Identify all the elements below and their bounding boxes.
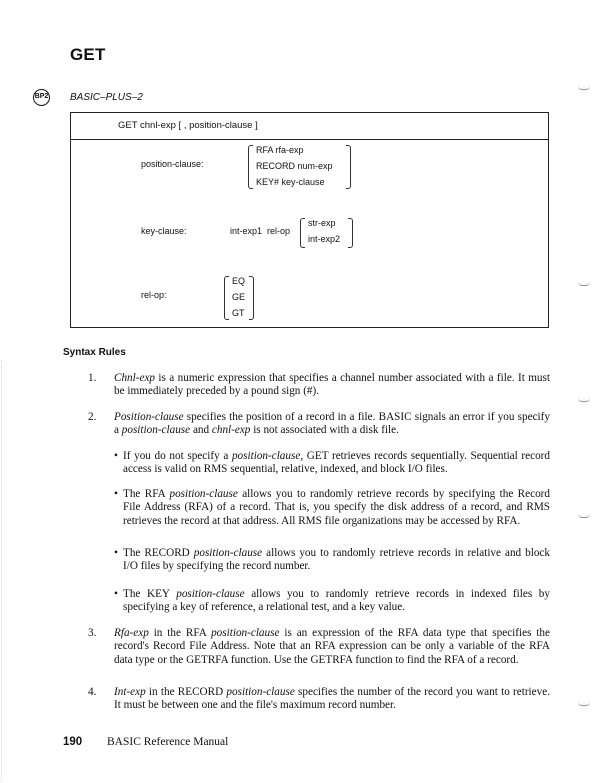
rule-text: Position-clause specifies the position of a record in a file. BASIC signals an error if you specify a position-clause and chnl-exp is not associated with a disk file. xyxy=(114,411,550,437)
left-brace-icon xyxy=(300,218,305,248)
rule-2-bullet-3 xyxy=(114,547,550,574)
rule-text: Rfa-exp in the RFA position-clause is an expression of the RFA data type that specifies the record's Record File Address. Note that an RFA expression can be only a variable of the RFA data type or the GETRFA function. Use the GETRFA function to find the RFA of a record. xyxy=(114,627,550,666)
syntax-format: GET chnl-exp [ , position-clause ] xyxy=(118,120,258,131)
option: str-exp xyxy=(308,218,336,228)
rule-2-bullet-1 xyxy=(114,450,550,477)
dialect-name: BASIC–PLUS–2 xyxy=(70,92,143,103)
option: RFA rfa-exp xyxy=(256,145,304,155)
rule-text: Int-exp in the RECORD position-clause specifies the number of the record you want to retrieve. It must be between one and the file's maximum record number. xyxy=(114,686,550,712)
left-brace-icon xyxy=(248,145,253,189)
key-clause-prefix: int-exp1 rel-op xyxy=(230,226,291,236)
margin-mark xyxy=(578,514,590,518)
key-clause-label: key-clause: xyxy=(141,226,187,236)
rule-2-bullet-2 xyxy=(114,488,550,528)
margin-mark xyxy=(578,86,590,90)
position-clause-label: position-clause: xyxy=(141,159,204,169)
option: EQ xyxy=(232,276,246,286)
scan-edge-artifact xyxy=(1,360,2,780)
left-brace-icon xyxy=(224,276,229,320)
bullet-icon: • xyxy=(114,450,118,462)
bullet-text: The KEY position-clause allows you to randomly retrieve records in indexed files by specifying a key of reference, a relational test, and a key value. xyxy=(123,588,550,614)
syntax-rules-heading: Syntax Rules xyxy=(63,347,126,358)
bullet-text: The RECORD position-clause allows you to randomly retrieve records in relative and block I/O files by specifying the record number. xyxy=(123,547,550,573)
bullet-icon: • xyxy=(114,547,118,559)
option: GE xyxy=(232,292,246,302)
syntax-format-box xyxy=(70,112,549,328)
rule-number: 4. xyxy=(88,686,97,698)
rule-number: 3. xyxy=(88,627,97,639)
bullet-text: The RFA position-clause allows you to randomly retrieve records by specifying the Record File Address (RFA) of a record. That is, you specify the disk address of a record, and RMS retrieves the record at that address. All RMS file organizations may be accessed by RFA. xyxy=(123,488,550,527)
rel-op-options xyxy=(232,273,245,321)
right-brace-icon xyxy=(249,276,254,320)
manual-title: BASIC Reference Manual xyxy=(107,736,229,748)
page-title: GET xyxy=(70,45,106,64)
option: RECORD num-exp xyxy=(256,161,333,171)
syntax-rule-3 xyxy=(88,627,550,667)
syntax-header xyxy=(71,113,548,140)
rule-number: 1. xyxy=(88,372,97,384)
syntax-rule-1 xyxy=(88,372,550,399)
dialect-badge-icon: BP2 xyxy=(33,89,50,106)
rule-number: 2. xyxy=(88,411,97,423)
right-brace-icon xyxy=(346,145,351,189)
position-clause-options xyxy=(256,142,333,190)
option: int-exp2 xyxy=(308,234,341,244)
syntax-rule-4 xyxy=(88,686,550,713)
margin-mark xyxy=(578,282,590,286)
rule-2-bullet-4 xyxy=(114,588,550,615)
bullet-icon: • xyxy=(114,488,118,500)
margin-mark xyxy=(578,702,590,706)
rel-op-label: rel-op: xyxy=(141,290,167,300)
option: GT xyxy=(232,308,245,318)
syntax-rule-2 xyxy=(88,411,550,438)
rule-text: Chnl-exp is a numeric expression that specifies a channel number associated with a file. It must be immediately preceded by a pound sign (#). xyxy=(114,372,550,398)
right-brace-icon xyxy=(348,218,353,248)
key-clause-options xyxy=(308,215,340,247)
bullet-icon: • xyxy=(114,588,118,600)
option: KEY# key-clause xyxy=(256,177,325,187)
page-number: 190 xyxy=(63,736,83,748)
bullet-text: If you do not specify a position-clause, GET retrieves records sequentially. Sequential record access is valid on RMS sequential, relative, indexed, and block I/O files. xyxy=(123,450,550,476)
margin-mark xyxy=(578,398,590,402)
